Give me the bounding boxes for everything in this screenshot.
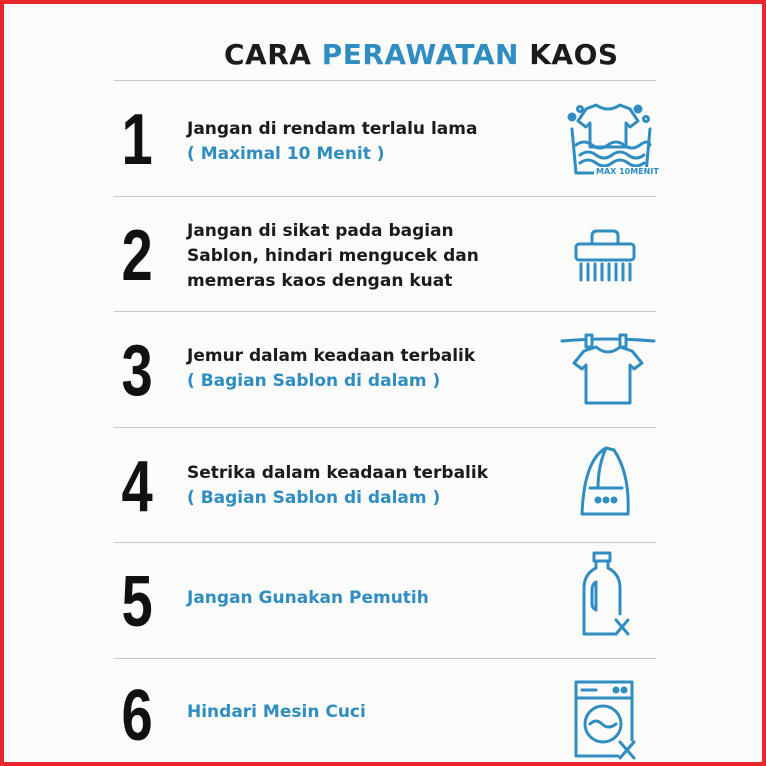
title-part1: CARA (224, 38, 312, 71)
step-3-number: 3 (121, 331, 153, 411)
brush-icon (572, 228, 638, 284)
step-1-line1: Jangan di rendam terlalu lama (187, 119, 478, 139)
divider (114, 311, 656, 312)
step-5-line1: Jangan Gunakan Pemutih (187, 588, 429, 608)
step-2-line3: memeras kaos dengan kuat (187, 271, 453, 291)
no-bleach-icon (580, 550, 634, 642)
step-4-line1: Setrika dalam keadaan terbalik (187, 463, 489, 483)
title-part3: KAOS (529, 38, 619, 71)
divider (114, 542, 656, 543)
step-4-line2: ( Bagian Sablon di dalam ) (187, 488, 441, 508)
divider (114, 427, 656, 428)
soaking-shirt-icon (562, 95, 659, 185)
hanging-shirt-icon (560, 333, 656, 407)
no-washing-machine-icon (572, 678, 638, 760)
step-1-line2: ( Maximal 10 Menit ) (187, 144, 385, 164)
step-4-text (187, 461, 547, 511)
step-2-text (187, 219, 547, 294)
step-5-number: 5 (121, 562, 153, 642)
divider (114, 80, 656, 81)
divider (114, 196, 656, 197)
step-2-line2: Sablon, hindari mengucek dan (187, 246, 479, 266)
step-3-text (187, 344, 547, 394)
iron-icon (576, 444, 634, 520)
max-10-menit-label: MAX 10MENIT (596, 167, 659, 176)
step-5-text (187, 586, 547, 611)
title-part2: PERAWATAN (321, 38, 519, 71)
step-3-line1: Jemur dalam keadaan terbalik (187, 346, 476, 366)
page-title (224, 38, 619, 71)
step-3-line2: ( Bagian Sablon di dalam ) (187, 371, 441, 391)
divider (114, 658, 656, 659)
step-2-line1: Jangan di sikat pada bagian (187, 221, 454, 241)
step-2-number: 2 (121, 216, 153, 296)
step-6-number: 6 (121, 676, 153, 756)
step-4-number: 4 (121, 447, 153, 527)
step-1-text (187, 117, 547, 167)
step-6-text (187, 700, 547, 725)
step-6-line1: Hindari Mesin Cuci (187, 702, 366, 722)
step-1-number: 1 (121, 100, 153, 180)
